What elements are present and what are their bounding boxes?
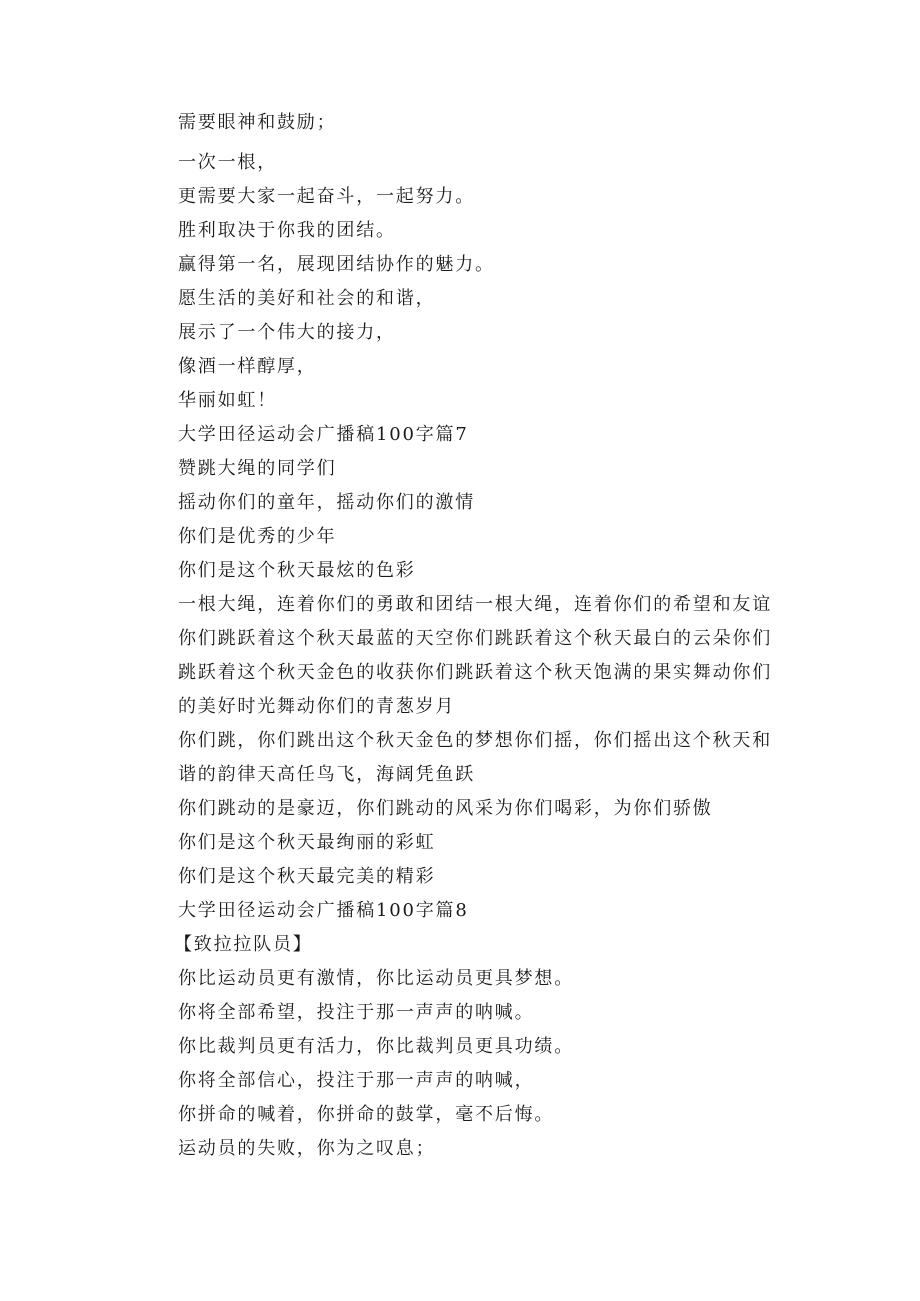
section-heading: 大学田径运动会广播稿100字篇7 [178,424,469,445]
text-line: 你们是优秀的少年 [178,526,337,547]
text-line: 需要眼神和鼓励； [178,112,337,133]
text-line: 的美好时光舞动你们的青葱岁月 [178,696,456,717]
text-line: 展示了一个伟大的接力， [178,322,396,343]
text-line: 你比裁判员更有活力，你比裁判员更具功绩。 [178,1036,574,1057]
text-line: 赞跳大绳的同学们 [178,458,337,479]
text-line: 你们是这个秋天最绚丽的彩虹 [178,832,436,853]
text-line: 跳跃着这个秋天金色的收获你们跳跃着这个秋天饱满的果实舞动你们 [178,662,772,683]
subheading: 【致拉拉队员】 [174,934,313,955]
text-line: 你拼命的喊着，你拼命的鼓掌，毫不后悔。 [178,1104,555,1125]
text-line: 你们跳，你们跳出这个秋天金色的梦想你们摇，你们摇出这个秋天和 [178,730,772,751]
text-line: 你将全部信心，投注于那一声声的呐喊， [178,1070,535,1091]
text-line: 运动员的失败，你为之叹息； [178,1138,436,1159]
text-line: 你们跳动的是豪迈，你们跳动的风采为你们喝彩，为你们骄傲 [178,798,713,819]
text-line: 你将全部希望，投注于那一声声的呐喊。 [178,1002,535,1023]
document-body [174,106,838,1166]
text-line: 一次一根， [178,152,277,173]
text-line: 像酒一样醇厚， [178,356,317,377]
text-line: 你比运动员更有激情，你比运动员更具梦想。 [178,968,574,989]
text-line: 赢得第一名，展现团结协作的魅力。 [178,254,495,275]
text-line: 愿生活的美好和社会的和谐， [178,288,436,309]
text-line: 你们跳跃着这个秋天最蓝的天空你们跳跃着这个秋天最白的云朵你们 [178,628,772,649]
text-line: 华丽如虹！ [178,390,277,411]
text-line: 胜利取决于你我的团结。 [178,220,396,241]
text-line: 一根大绳，连着你们的勇敢和团结一根大绳，连着你们的希望和友谊 [178,594,772,615]
text-line: 谐的韵律天高任鸟飞，海阔凭鱼跃 [178,764,475,785]
section-heading: 大学田径运动会广播稿100字篇8 [178,900,469,921]
text-line: 你们是这个秋天最炫的色彩 [178,560,416,581]
text-line: 你们是这个秋天最完美的精彩 [178,866,436,887]
text-line: 摇动你们的童年，摇动你们的激情 [178,492,475,513]
text-line: 更需要大家一起奋斗，一起努力。 [178,186,475,207]
